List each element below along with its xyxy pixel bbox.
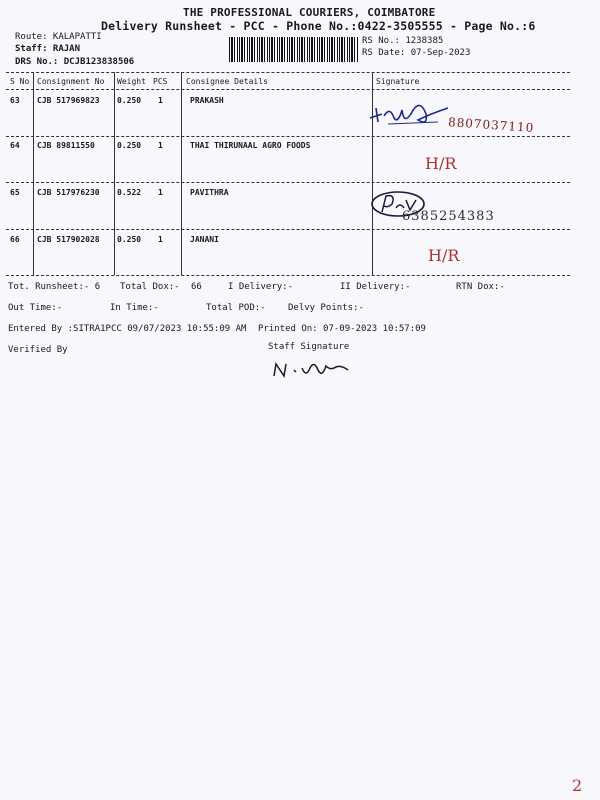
table-top-rule [6,72,570,73]
total-pod-label: Total POD:- [206,303,266,313]
page-mark: 2 [572,776,583,795]
row-64-sno: 64 [10,141,20,150]
barcode-image [229,37,359,62]
row-63-signature-icon [368,96,458,130]
row-64-consignment: CJB 89811550 [37,141,95,150]
row-63-bottom-rule [6,136,570,137]
verified-by-label: Verified By [8,345,68,355]
row-63-sno: 63 [10,96,20,105]
row-64-bottom-rule [6,182,570,183]
entered-by: Entered By :SITRA1PCC 09/07/2023 10:55:09 AM [8,324,247,334]
row-65-consignee: PAVITHRA [190,188,229,197]
row-64-consignee: THAI THIRUNAAL AGRO FOODS [190,141,311,150]
row-63-phone-note: 8807037110 [447,115,535,135]
i-delivery-label: I Delivery:- [228,282,294,292]
row-66-consignee: JANANI [190,235,219,244]
row-66-sno: 66 [10,235,20,244]
row-65-weight: 0.522 [117,188,142,197]
col-divider-2 [114,72,115,275]
row-64-status-note: H/R [425,154,457,173]
drs-number: DRS No.: DCJB123838506 [15,57,135,67]
staff-label: Staff: RAJAN [15,44,81,54]
col-divider-3 [181,72,182,275]
row-66-status-note: H/R [428,246,460,265]
table-bottom-rule [6,275,570,276]
ii-delivery-label: II Delivery:- [340,282,411,292]
row-63-consignee: PRAKASH [190,96,224,105]
total-runsheet: Tot. Runsheet:- 6 [8,282,101,292]
col-header-signature: Signature [376,77,420,86]
col-header-consignment: Consignment No [37,77,105,86]
col-header-consignee: Consignee Details [186,77,268,86]
row-63-pcs: 1 [158,96,163,105]
row-65-sno: 65 [10,188,20,197]
row-63-consignment: CJB 517969823 [37,96,100,105]
total-dox-value: 66 [191,282,202,292]
row-65-bottom-rule [6,229,570,230]
route-label: Route: KALAPATTI [15,32,102,42]
total-dox-label: Total Dox:- [120,282,180,292]
in-time-label: In Time:- [110,303,159,313]
rtn-dox-label: RTN Dox:- [456,282,505,292]
row-65-phone-note: 6385254383 [402,209,495,224]
out-time-label: Out Time:- [8,303,63,313]
document-title: THE PROFESSIONAL COURIERS, COIMBATORE [183,6,436,19]
row-65-pcs: 1 [158,188,163,197]
row-64-pcs: 1 [158,141,163,150]
staff-signature-label: Staff Signature [268,342,350,352]
document-subtitle: Delivery Runsheet - PCC - Phone No.:0422-3505555 - Page No.:6 [101,19,536,33]
rs-date: RS Date: 07-Sep-2023 [362,48,471,58]
col-header-pcs: PCS [153,77,168,86]
row-65-consignment: CJB 517976230 [37,188,100,197]
col-header-sno: S No [10,77,30,86]
row-66-pcs: 1 [158,235,163,244]
row-64-weight: 0.250 [117,141,142,150]
row-66-weight: 0.250 [117,235,142,244]
staff-signature-icon [270,356,354,382]
header-bottom-rule [6,89,570,90]
row-63-weight: 0.250 [117,96,142,105]
rs-number: RS No.: 1238385 [362,36,444,46]
delvy-points-label: Delvy Points:- [288,303,364,313]
row-66-consignment: CJB 517902028 [37,235,100,244]
col-header-weight: Weight [117,77,146,86]
col-divider-1 [33,72,34,275]
printed-on: Printed On: 07-09-2023 10:57:09 [258,324,426,334]
